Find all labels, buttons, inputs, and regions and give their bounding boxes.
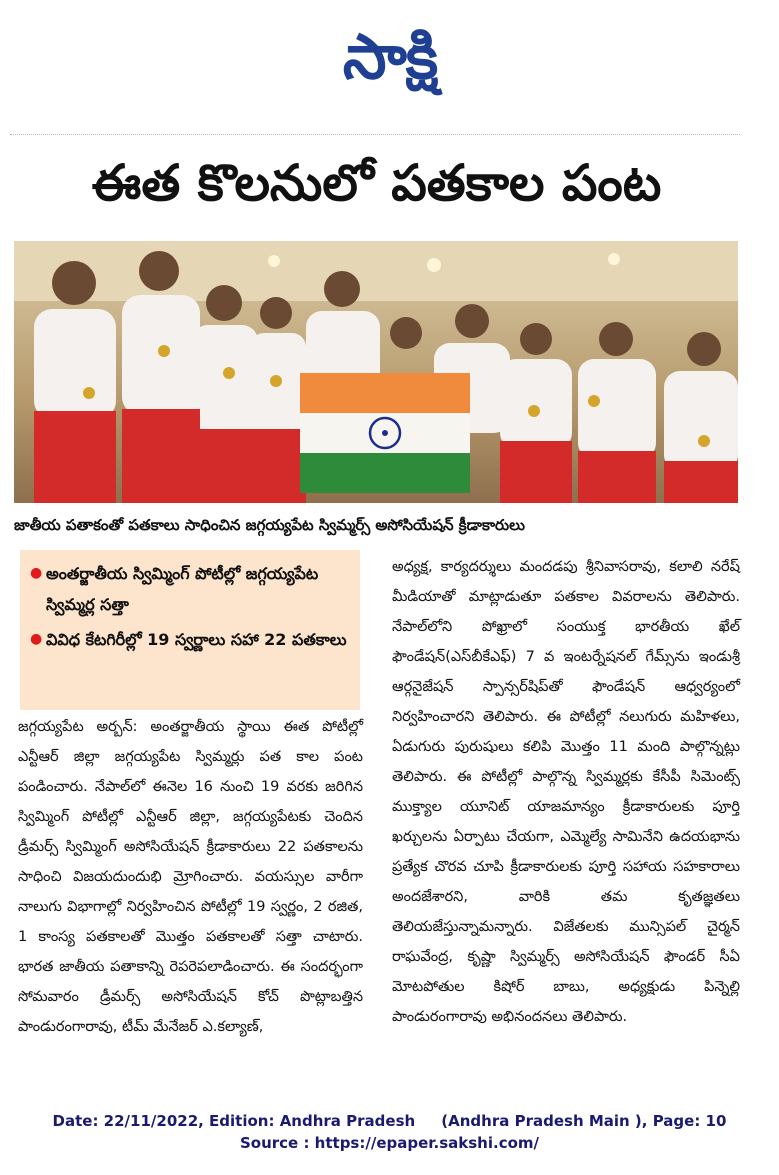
bullet-icon: ● [30, 631, 43, 647]
logo-text: సాక్షి [342, 20, 438, 93]
source-link[interactable]: Source : https://epaper.sakshi.com/ [239, 1134, 539, 1152]
page-footer [0, 1110, 779, 1154]
article-column-right [392, 552, 740, 1032]
highlight-text: అంతర్జాతీయ స్విమ్మింగ్ పోటీల్లో జగ్గయ్యపేట స్విమ్మర్ల సత్తా [46, 564, 319, 614]
highlight-text: వివిధ కేటగిరీల్లో 19 స్వర్ణాలు సహా 22 పతకాలు [46, 630, 347, 649]
article-paragraph: అధ్యక్ష, కార్యదర్శులు మందడపు శ్రీనివాసరావు, కలాలి నరేష్ మీడియాతో మాట్లాడుతూ పతకాల వివరాలను తెలిపారు. నేపాల్‌లోని పోఖ్రాలో సంయుక్త భారతీయ ఖేల్ ఫౌండేషన్(ఎస్‌బీకేఎఫ్) 7 వ ఇంటర్నేషనల్ గేమ్స్‌ను ఇండుశ్రీ ఆర్గనైజేషన్ స్పాన్సర్‌షిప్‌తో ఫౌండేషన్ ఆధ్వర్యంలో నిర్వహించారని తెలిపారు. ఈ పోటీల్లో నలుగురు మహిళలు, ఏడుగురు పురుషులు కలిపి మొత్తం 11 మంది పాల్గొన్నట్లు తెలిపారు. ఈ పోటీల్లో పాల్గొన్న స్విమ్మర్లకు కేసీపీ సిమెంట్స్ ముక్త్యాల యూనిట్ యాజమాన్యం క్రీడాకారులకు పూర్తి ఖర్చులను ఏర్పాటు చేయగా, ఎమ్మెల్యే సామినేని ఉదయభాను ప్రత్యేక చొరవ చూపి క్రీడాకారులకు పూర్తి సహాయ సహకారాలు అందజేశారని, వారికి తమ కృతజ్ఞతలు తెలియజేస్తున్నామన్నారు. విజేతలకు మున్సిపల్ చైర్మన్ రాఘవేంద్ర, కృష్ణా స్విమ్మర్స్ అసోసియేషన్ ఫౌండర్ సీఏ మోటపోతుల కిషోర్ బాబు, అధ్యక్షుడు పిన్నెల్లి పాండురంగారావు అభినందనలు తెలిపారు. [392, 559, 740, 1025]
team-photo [14, 241, 738, 503]
edition-info: Date: 22/11/2022, Edition: Andhra Pradesh (Andhra Pradesh Main ), Page: 10 [52, 1112, 727, 1130]
highlight-item [30, 558, 350, 620]
article-paragraph: జగ్గయ్యపేట అర్బన్: అంతర్జాతీయ స్థాయి ఈత పోటీల్లో ఎన్టీఆర్ జిల్లా జగ్గయ్యపేట స్విమ్మర్లు పత కాల పంట పండించారు. నేపాల్‌లో ఈనెల 16 నుంచి 19 వరకు జరిగిన స్విమ్మింగ్ పోటీల్లో ఎన్టీఆర్ జిల్లా, జగ్గయ్యపేటకు చెందిన డ్రీమర్స్ స్విమ్మింగ్ అసోసియేషన్ క్రీడాకారులు 22 పతకాలను సాధించి విజయదుందుభి మ్రోగించారు. వయస్సుల వారీగా నాలుగు విభాగాల్లో నిర్వహించిన పోటీల్లో 19 స్వర్ణం, 2 రజిత, 1 కాంస్య పతకాలతో మొత్తం పతకాలతో సత్తా చాటారు. భారత జాతీయ పతాకాన్ని రెపరెపలాడించారు. ఈ సందర్భంగా సోమవారం డ్రీమర్స్ అసోసియేషన్ కోచ్ పొట్లాబత్తిన పాండురంగారావు, టీమ్ మేనేజర్ ఎ.కల్యాణ్, [18, 719, 363, 1035]
article-headline: ఈత కొలనులో పతకాల పంట [91, 154, 662, 212]
highlight-item [30, 624, 350, 655]
highlights-box [20, 550, 360, 710]
masthead-divider [10, 134, 740, 135]
indian-flag-icon [300, 373, 470, 493]
photo-caption: జాతీయ పతాకంతో పతకాలు సాధించిన జగ్గయ్యపేట స్విమ్మర్స్ అసోసియేషన్ క్రీడాకారులు [14, 516, 525, 534]
bullet-icon: ● [30, 565, 43, 581]
sakshi-logo [290, 18, 490, 98]
article-column-left [18, 712, 363, 1042]
team-photo-illustration [14, 241, 738, 503]
